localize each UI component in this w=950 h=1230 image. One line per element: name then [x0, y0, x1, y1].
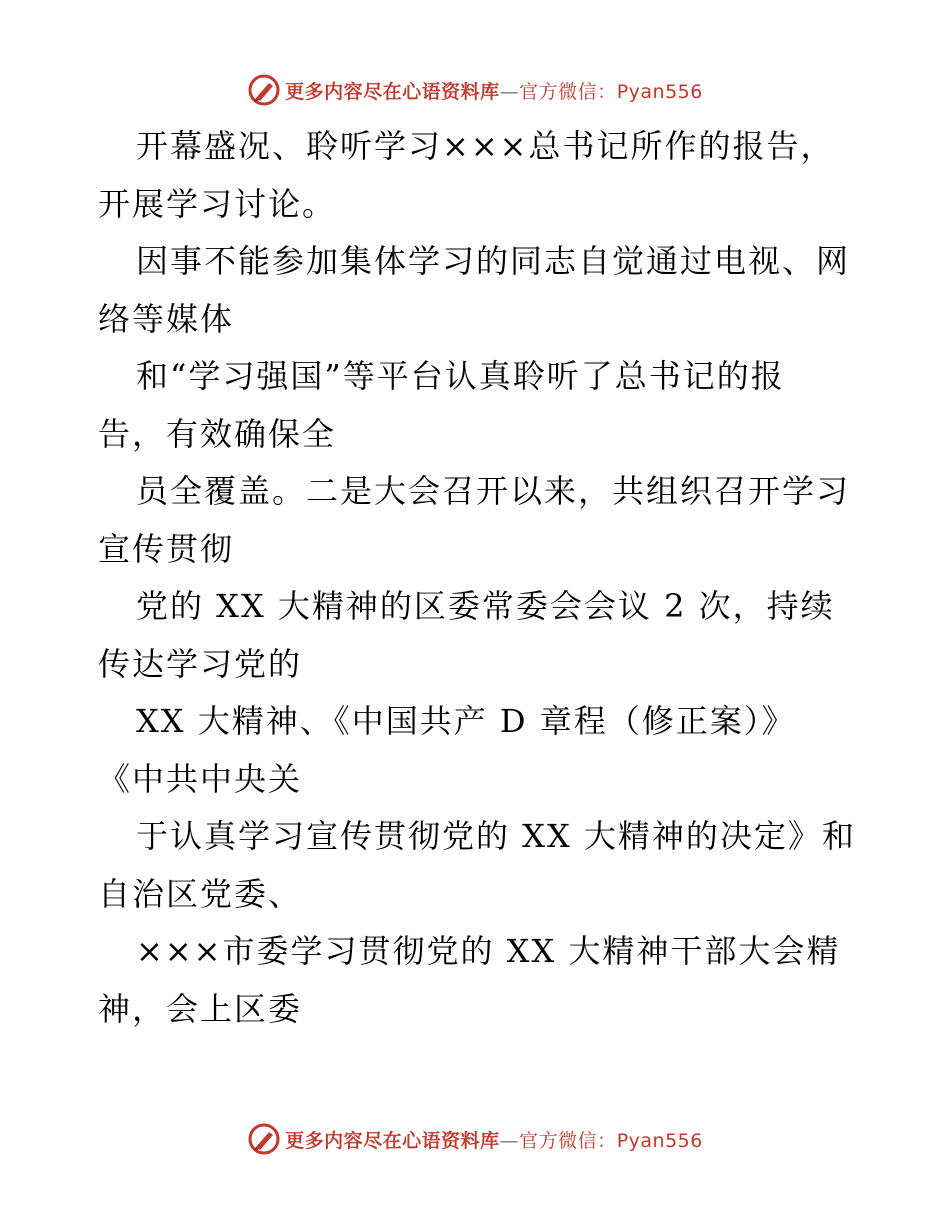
document-line: 《中共中央关	[98, 759, 303, 798]
watermark-wechat-id: Pyan556	[616, 1129, 703, 1152]
document-line: 宣传贯彻	[98, 529, 235, 568]
watermark-header	[0, 70, 950, 110]
document-line: XX 大精神、《中国共产 D 章程（修正案）》	[136, 702, 796, 740]
watermark-main-text: 更多内容尽在心语资料库	[285, 80, 500, 103]
document-line: 于认真学习宣传贯彻党的 XX 大精神的决定》和	[136, 817, 856, 855]
document-line: 自治区党委、	[98, 874, 303, 913]
document-line: 开展学习讨论。	[98, 184, 337, 223]
watermark-wechat-label: 官方微信：	[519, 80, 617, 103]
pen-logo-icon	[247, 73, 281, 107]
document-line: 告，有效确保全	[98, 414, 337, 453]
watermark-main-text: 更多内容尽在心语资料库	[285, 1129, 500, 1152]
pen-logo-icon	[247, 1122, 281, 1156]
document-line: 和“学习强国”等平台认真聆听了总书记的报	[136, 357, 785, 395]
document-line: 神，会上区委	[98, 989, 303, 1028]
document-line: 员全覆盖。二是大会召开以来，共组织召开学习	[136, 472, 851, 510]
watermark-separator: —	[499, 80, 520, 103]
document-body	[98, 118, 858, 1038]
watermark-wechat-id: Pyan556	[616, 80, 703, 103]
document-line: 党的 XX 大精神的区委常委会会议 2 次，持续	[136, 587, 835, 625]
document-line: 传达学习党的	[98, 644, 303, 683]
document-line: 因事不能参加集体学习的同志自觉通过电视、网	[136, 242, 851, 280]
watermark-separator: —	[499, 1129, 520, 1152]
watermark-footer	[0, 1119, 950, 1159]
watermark-wechat-label: 官方微信：	[519, 1129, 617, 1152]
document-line: ×××市委学习贯彻党的 XX 大精神干部大会精	[136, 932, 841, 970]
document-line: 开幕盛况、聆听学习×××总书记所作的报告，	[136, 127, 835, 165]
document-line: 络等媒体	[98, 299, 235, 338]
